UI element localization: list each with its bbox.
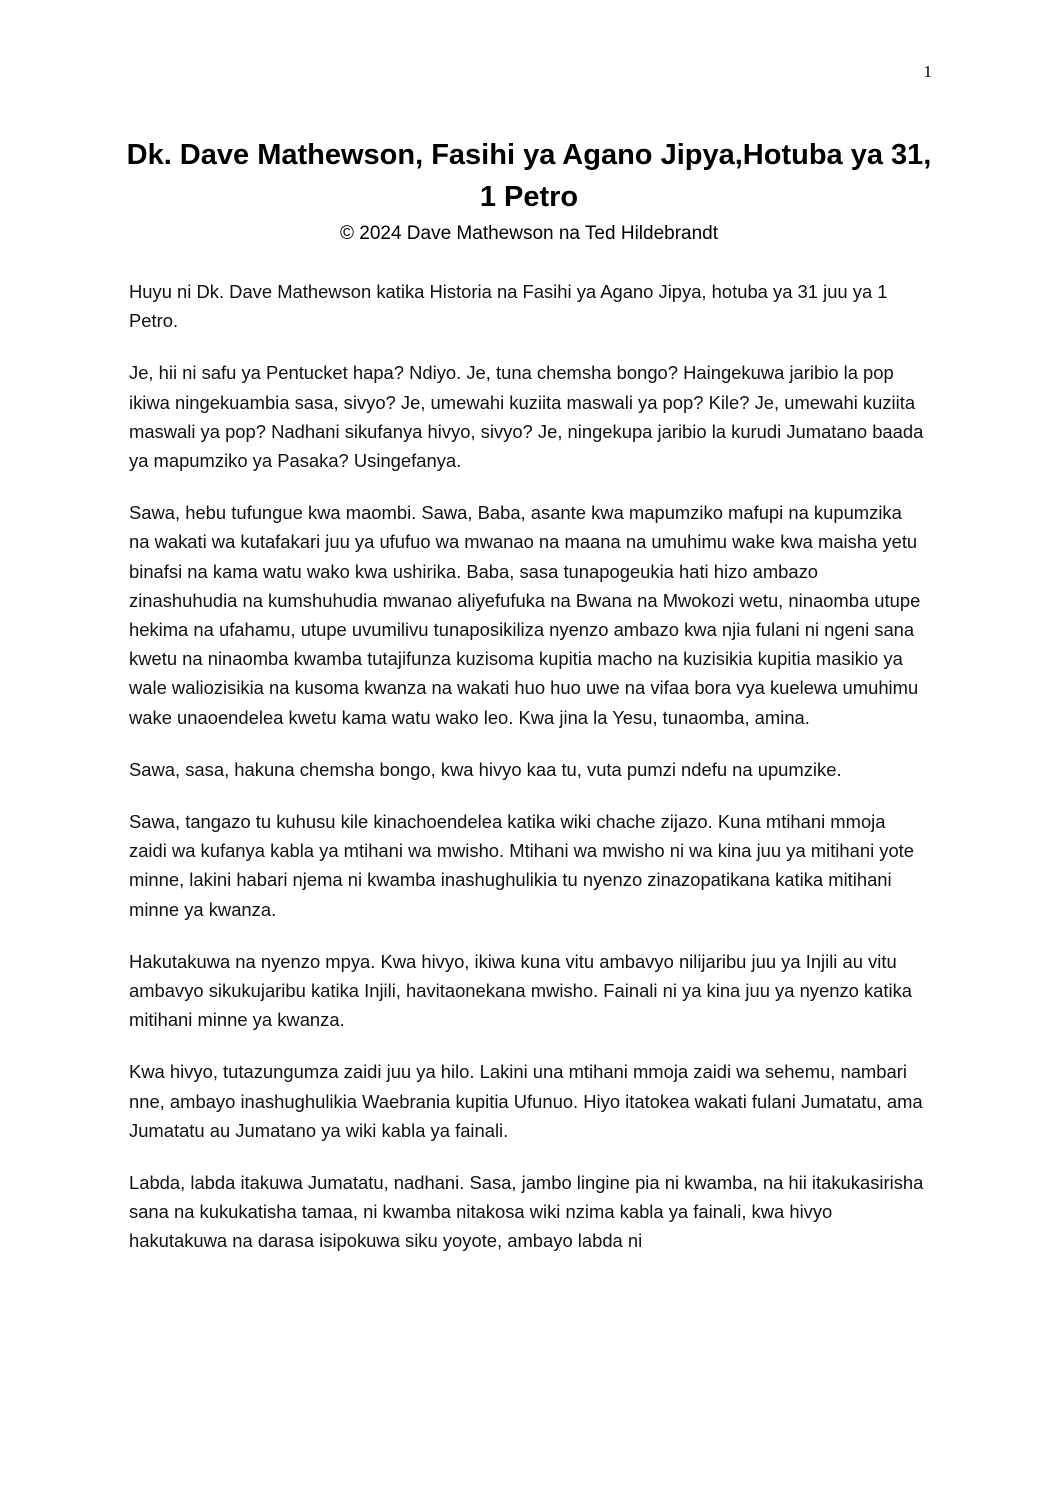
page-number: 1	[923, 62, 932, 81]
paragraph-quiz: Je, hii ni safu ya Pentucket hapa? Ndiyo. Je, tuna chemsha bongo? Haingekuwa jaribio la pop ikiwa ningekuambia sasa, sivyo? Je, umewahi kuziita maswali ya pop? Kile? Je, umewahi kuziita maswali ya pop? Nadhani sikufanya hivyo, sivyo? Je, ningekupa jaribio la kurudi Jumatano baada ya mapumziko ya Pasaka? Usingefanya.	[129, 362, 924, 472]
paragraph-announcement: Sawa, tangazo tu kuhusu kile kinachoendelea katika wiki chache zijazo. Kuna mtihani mmoja zaidi wa kufanya kabla ya mtihani wa mwisho. Mtihani wa mwisho ni wa kina juu ya mitihani yote minne, lakini habari njema ni kwamba inashughulikia tu nyenzo zinazopatikana katika mitihani minne ya kwanza.	[129, 811, 915, 920]
paragraph-exam-four: Kwa hivyo, tutazungumza zaidi juu ya hilo. Lakini una mtihani mmoja zaidi wa sehemu, nambari nne, ambayo inashughulikia Waebrania kupitia Ufunuo. Hiyo itatokea wakati fulani Jumatatu, ama Jumatatu au Jumatano ya wiki kabla ya fainali.	[129, 1061, 923, 1141]
paragraph-relax: Sawa, sasa, hakuna chemsha bongo, kwa hivyo kaa tu, vuta pumzi ndefu na upumzike.	[129, 758, 842, 780]
paragraph-schedule: Labda, labda itakuwa Jumatatu, nadhani. Sasa, jambo lingine pia ni kwamba, na hii itakukasirisha sana na kukukatisha tamaa, ni kwamba nitakosa wiki nzima kabla ya fainali, kwa hivyo hakutakuwa na darasa isipokuwa siku yoyote, ambayo labda ni	[129, 1172, 924, 1252]
paragraph-no-new-material: Hakutakuwa na nyenzo mpya. Kwa hivyo, ikiwa kuna vitu ambavyo nilijaribu juu ya Injili au vitu ambavyo sikukujaribu katika Injili, havitaonekana mwisho. Fainali ni ya kina juu ya nyenzo katika mitihani minne ya kwanza.	[129, 950, 913, 1031]
document-title: Dk. Dave Mathewson, Fasihi ya Agano Jipya,Hotuba ya 31, 1 Petro	[126, 139, 932, 213]
copyright-line: © 2024 Dave Mathewson na Ted Hildebrandt	[339, 223, 719, 244]
paragraph-prayer: Sawa, hebu tufungue kwa maombi. Sawa, Baba, asante kwa mapumziko mafupi na kupumzika na wakati wa kutafakari juu ya ufufuo wa mwanao na maana na umuhimu wake kwa maisha yetu binafsi na kama watu wako kwa ushirika. Baba, sasa tunapogeukia hati hizo ambazo zinashuhudia na kumshuhudia mwanao aliyefufuka na Bwana na Mwokozi wetu, ninaomba utupe hekima na ufahamu, utupe uvumilivu tunaposikiliza nyenzo ambazo kwa njia fulani ni ngeni sana kwetu na ninaomba kwamba tutajifunza kuzisoma kupitia macho na kuzisikia kupitia masikio ya wale waliozisikia na kusoma kwanza na wakati huo huo uwe na vifaa bora vya kuelewa umuhimu wake unaoendelea kwetu kama watu wako leo. Kwa jina la Yesu, tunaomba, amina.	[129, 502, 921, 728]
document-body	[129, 277, 925, 1279]
paragraph-intro: Huyu ni Dk. Dave Mathewson katika Historia na Fasihi ya Agano Jipya, hotuba ya 31 juu ya 1 Petro.	[129, 281, 888, 332]
